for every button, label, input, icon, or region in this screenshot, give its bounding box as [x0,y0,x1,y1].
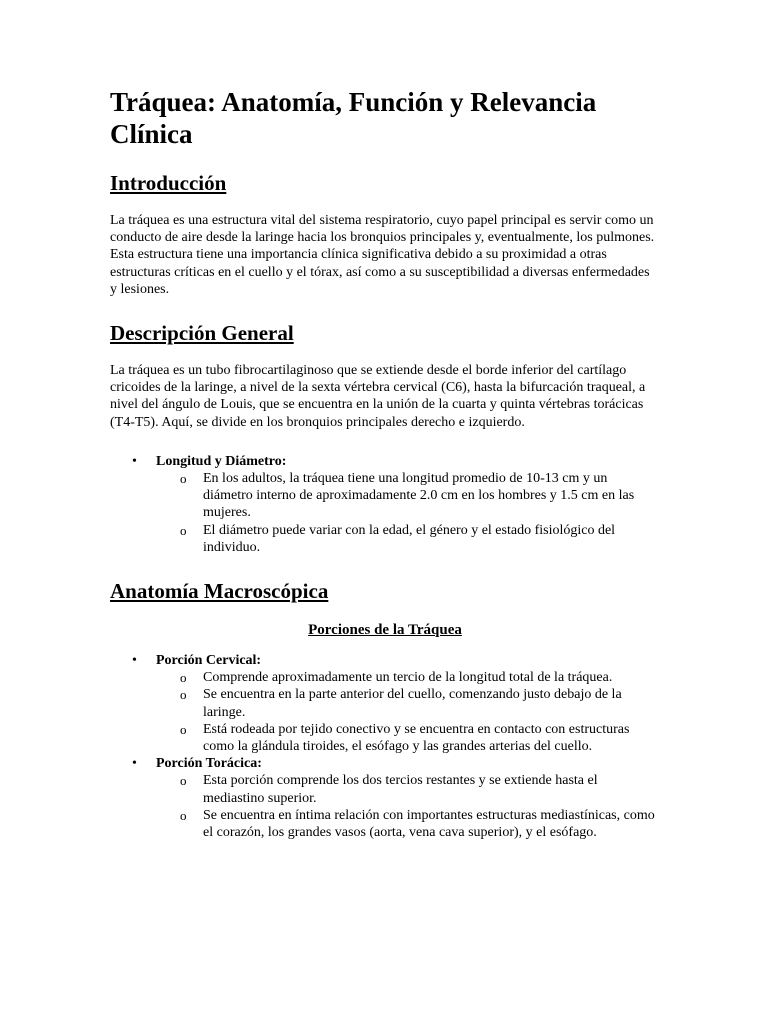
list-item-title: Porción Cervical: [156,653,262,669]
sublist-item [156,669,660,686]
sublist-item-text: Se encuentra en íntima relación con importantes estructuras mediastínicas, como el corazón, los grandes vasos (aorta, vena cava superior), y el esófago. [203,807,655,841]
heading-anatomia-macroscopica: Anatomía Macroscópica [110,579,329,604]
circle-bullet-icon: o [180,687,187,703]
macro-list [110,652,660,841]
sublist-item [156,721,660,755]
sublist [156,470,660,556]
intro-paragraph: La tráquea es una estructura vital del sistema respiratorio, cuyo papel principal es servir como un conducto de aire desde la laringe hacia los bronquios principales y, eventualmente, los pulmones. Esta estructura tiene una importancia clínica significativa debido a su proximidad a otras estructuras críticas en el cuello y el tórax, así como a su susceptibilidad a diversas enfermedades y lesiones. [110,213,655,297]
sublist-item [156,686,660,720]
sublist [156,669,660,755]
list-item-title: Porción Torácica: [156,756,262,772]
sublist-item-text: Esta porción comprende los dos tercios restantes y se extiende hasta el mediastino superior. [203,773,598,806]
sublist-item [156,470,660,522]
circle-bullet-icon: o [180,807,187,823]
subheading-porciones: Porciones de la Tráquea [308,622,462,639]
sublist-item-text: En los adultos, la tráquea tiene una longitud promedio de 10-13 cm y un diámetro interno de aproximadamente 2.0 cm en los hombres y 1.5 cm en las mujeres. [203,471,635,521]
sublist-item [156,807,660,841]
sublist-item-text: El diámetro puede variar con la edad, el género y el estado fisiológico del individuo. [203,522,616,555]
sublist-item [156,772,660,806]
circle-bullet-icon: o [180,522,187,538]
circle-bullet-icon: o [180,773,187,789]
circle-bullet-icon: o [180,721,187,737]
list-item [110,453,660,556]
list-item [110,652,660,755]
general-list [110,453,660,556]
list-item [110,755,660,841]
list-item-title: Longitud y Diámetro: [156,453,287,469]
bullet-icon: • [132,756,137,772]
heading-introduccion: Introducción [110,171,227,195]
sublist [156,772,660,841]
bullet-icon: • [132,653,137,669]
sublist-item-text: Se encuentra en la parte anterior del cuello, comenzando justo debajo de la laringe. [203,687,622,720]
document-body [110,86,660,863]
sublist-item-text: Comprende aproximadamente un tercio de la longitud total de la tráquea. [203,670,613,686]
heading-descripcion-general: Descripción General [110,321,294,346]
general-paragraph: La tráquea es un tubo fibrocartilaginoso que se extiende desde el borde inferior del cartílago cricoides de la laringe, a nivel de la sexta vértebra cervical (C6), hasta la bifurcación traqueal, a nivel del ángulo de Louis, que se encuentra en la unión de la cuarta y quinta vértebras torácicas (T4-T5). Aquí, se divide en los bronquios principales derecho e izquierdo. [110,363,646,430]
sublist-item-text: Está rodeada por tejido conectivo y se encuentra en contacto con estructuras como la glándula tiroides, el esófago y las grandes arterias del cuello. [203,721,630,755]
circle-bullet-icon: o [180,670,187,686]
document-title: Tráquea: Anatomía, Función y Relevancia Clínica [110,87,597,149]
circle-bullet-icon: o [180,471,187,487]
sublist-item [156,522,660,556]
bullet-icon: • [132,453,137,469]
